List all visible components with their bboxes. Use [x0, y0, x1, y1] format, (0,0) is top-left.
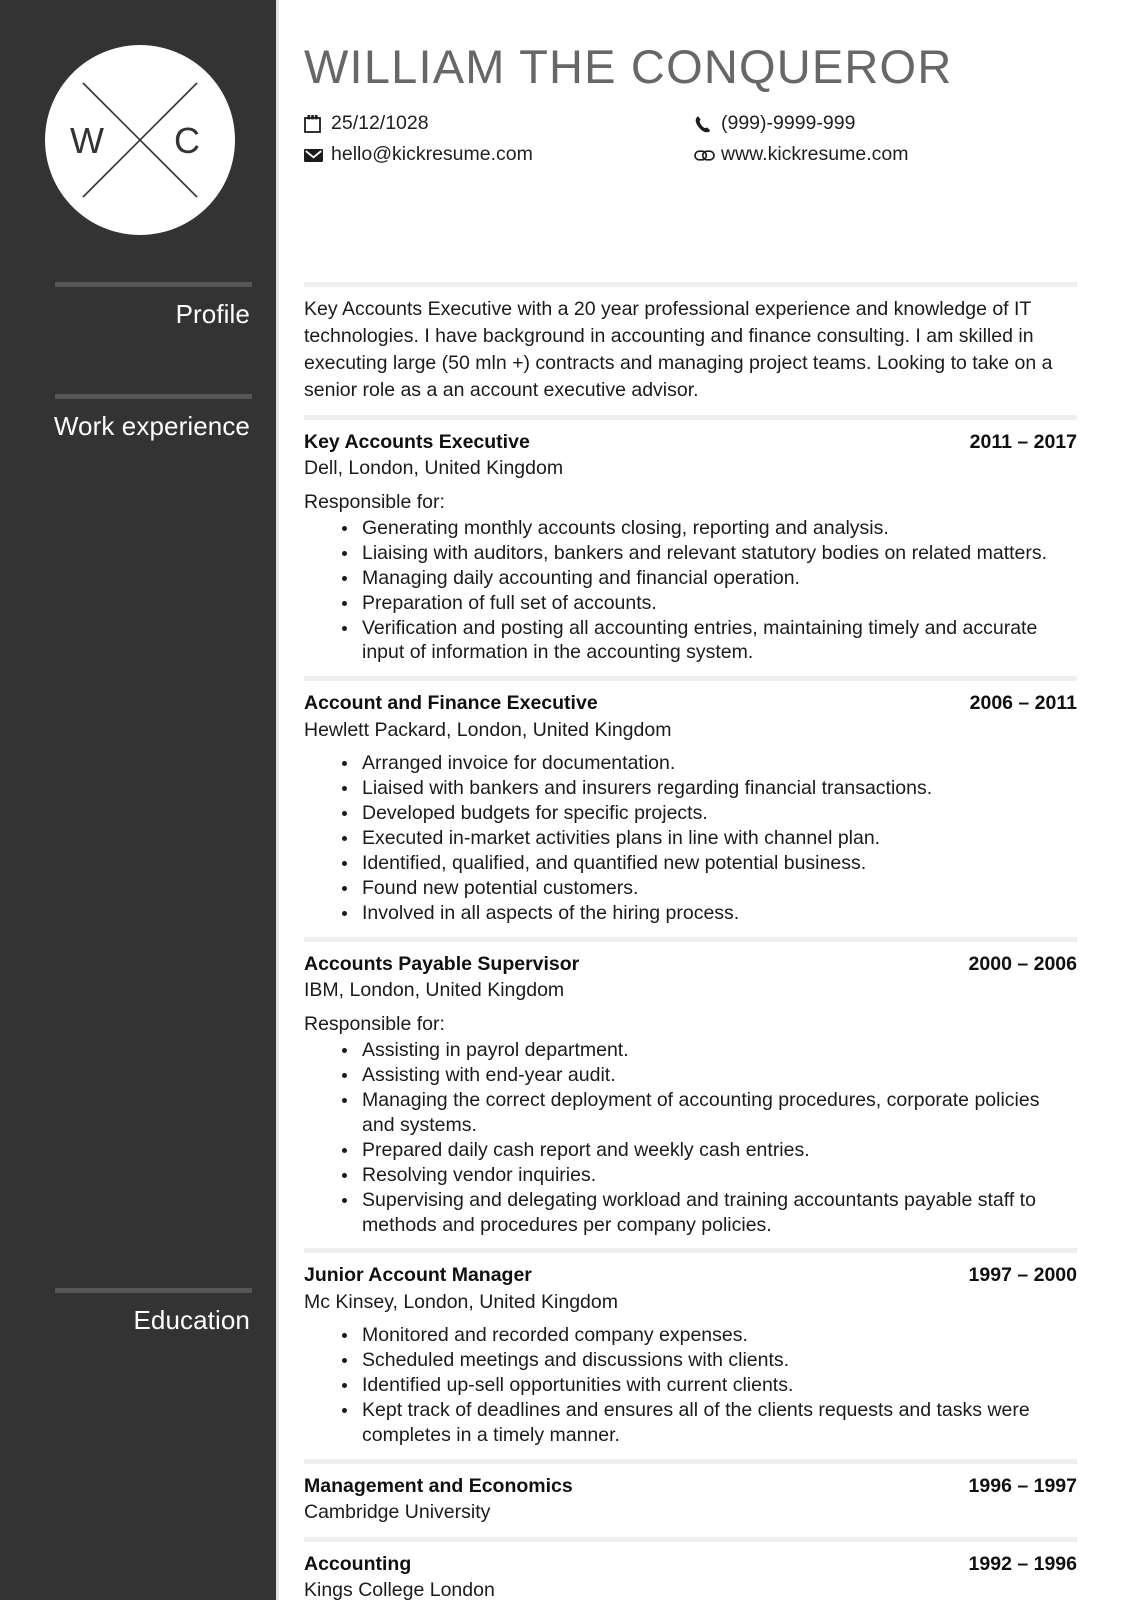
list-item: Assisting with end-year audit.	[340, 1063, 1077, 1088]
list-item: Kept track of deadlines and ensures all of the clients requests and tasks were completes in a timely manner.	[340, 1398, 1077, 1448]
education-section	[304, 1459, 1077, 1600]
work-entry	[304, 942, 1077, 1249]
contact-website-value: www.kickresume.com	[721, 143, 909, 166]
list-item: Preparation of full set of accounts.	[340, 591, 1077, 616]
list-item: Involved in all aspects of the hiring process.	[340, 901, 1077, 926]
work-entry	[304, 420, 1077, 677]
list-item: Resolving vendor inquiries.	[340, 1163, 1077, 1188]
phone-icon	[694, 115, 721, 134]
list-item: Executed in-market activities plans in line with channel plan.	[340, 826, 1077, 851]
contact-phone[interactable]	[694, 109, 908, 140]
list-item: Liaised with bankers and insurers regarding financial transactions.	[340, 776, 1077, 801]
degree-title: Accounting	[304, 1552, 412, 1575]
job-org: Dell, London, United Kingdom	[304, 457, 564, 480]
contact-column-right	[694, 109, 908, 171]
work-entry-head	[304, 1263, 1077, 1288]
link-icon	[694, 149, 721, 162]
list-item: Generating monthly accounts closing, reporting and analysis.	[340, 516, 1077, 541]
job-title: Accounts Payable Supervisor	[304, 952, 580, 975]
work-entry	[304, 1253, 1077, 1458]
job-date: 2000 – 2006	[968, 952, 1077, 975]
contact-block	[304, 109, 1077, 171]
job-org: Mc Kinsey, London, United Kingdom	[304, 1290, 618, 1313]
work-entry	[304, 681, 1077, 936]
contact-column-left	[304, 109, 694, 171]
list-item: Identified, qualified, and quantified new potential business.	[340, 851, 1077, 876]
list-item: Supervising and delegating workload and training accountants payable staff to methods and procedures per company policies.	[340, 1188, 1077, 1238]
list-item: Monitored and recorded company expenses.	[340, 1323, 1077, 1348]
list-item: Liaising with auditors, bankers and relevant statutory bodies on related matters.	[340, 541, 1077, 566]
logo-initial-right: C	[174, 120, 200, 161]
degree-title: Management and Economics	[304, 1474, 573, 1497]
work-experience-section	[304, 415, 1077, 1459]
degree-date: 1996 – 1997	[968, 1474, 1077, 1497]
job-bullets	[304, 1315, 1077, 1448]
work-entry-head	[304, 952, 1077, 977]
sidebar-label-work-experience: Work experience	[53, 411, 250, 441]
monogram-logo	[45, 45, 235, 235]
sidebar-label-profile: Profile	[175, 299, 250, 329]
education-entry	[304, 1542, 1077, 1600]
work-entry-head	[304, 691, 1077, 716]
list-item: Assisting in payrol department.	[340, 1038, 1077, 1063]
sidebar	[0, 0, 276, 1600]
job-date: 2011 – 2017	[969, 430, 1077, 453]
job-title: Account and Finance Executive	[304, 692, 598, 715]
job-bullets	[304, 743, 1077, 926]
contact-date-value: 25/12/1028	[331, 112, 429, 135]
job-date: 1997 – 2000	[968, 1264, 1077, 1287]
contact-email[interactable]	[304, 140, 694, 171]
job-title: Junior Account Manager	[304, 1264, 532, 1287]
contact-website[interactable]	[694, 140, 908, 171]
list-item: Managing the correct deployment of accounting procedures, corporate policies and systems.	[340, 1088, 1077, 1138]
list-item: Developed budgets for specific projects.	[340, 801, 1077, 826]
job-intro: Responsible for:	[304, 491, 445, 514]
job-bullets	[304, 516, 1077, 666]
list-item: Identified up-sell opportunities with current clients.	[340, 1373, 1077, 1398]
contact-phone-value: (999)-9999-999	[721, 112, 856, 135]
main-content	[279, 0, 1131, 1600]
job-title: Key Accounts Executive	[304, 430, 530, 453]
job-org: Hewlett Packard, London, United Kingdom	[304, 718, 672, 741]
sidebar-section-education	[0, 1288, 276, 1337]
degree-date: 1992 – 1996	[968, 1552, 1077, 1575]
education-entry	[304, 1464, 1077, 1537]
job-date: 2006 – 2011	[969, 692, 1077, 715]
contact-email-value: hello@kickresume.com	[331, 143, 533, 166]
list-item: Arranged invoice for documentation.	[340, 751, 1077, 776]
list-item: Prepared daily cash report and weekly cash entries.	[340, 1138, 1077, 1163]
sidebar-label-education: Education	[133, 1305, 250, 1335]
sidebar-section-work-experience	[0, 394, 276, 443]
job-bullets	[304, 1038, 1077, 1238]
list-item: Found new potential customers.	[340, 876, 1077, 901]
list-item: Managing daily accounting and financial operation.	[340, 566, 1077, 591]
list-item: Scheduled meetings and discussions with clients.	[340, 1348, 1077, 1373]
sidebar-section-profile	[0, 282, 276, 331]
page-title: WILLIAM THE CONQUEROR	[304, 40, 953, 93]
envelope-icon	[304, 148, 331, 163]
logo-initial-left: W	[70, 120, 104, 161]
job-org: IBM, London, United Kingdom	[304, 979, 565, 1002]
profile-text: Key Accounts Executive with a 20 year professional experience and knowledge of IT technologies. I have background in accounting and finance consulting. I am skilled in executing large (50 mln +) contracts and managing project teams. Looking to take on a senior role as a an account executive advisor.	[304, 297, 1053, 401]
education-entry-head	[304, 1552, 1077, 1577]
contact-date[interactable]	[304, 109, 694, 140]
calendar-icon	[304, 115, 331, 134]
job-intro: Responsible for:	[304, 1013, 445, 1036]
school-name: Kings College London	[304, 1578, 495, 1600]
education-entry-head	[304, 1474, 1077, 1499]
work-entry-head	[304, 430, 1077, 455]
profile-section	[304, 282, 1077, 415]
list-item: Verification and posting all accounting entries, maintaining timely and accurate input of information in the accounting system.	[340, 616, 1077, 666]
school-name: Cambridge University	[304, 1501, 491, 1524]
